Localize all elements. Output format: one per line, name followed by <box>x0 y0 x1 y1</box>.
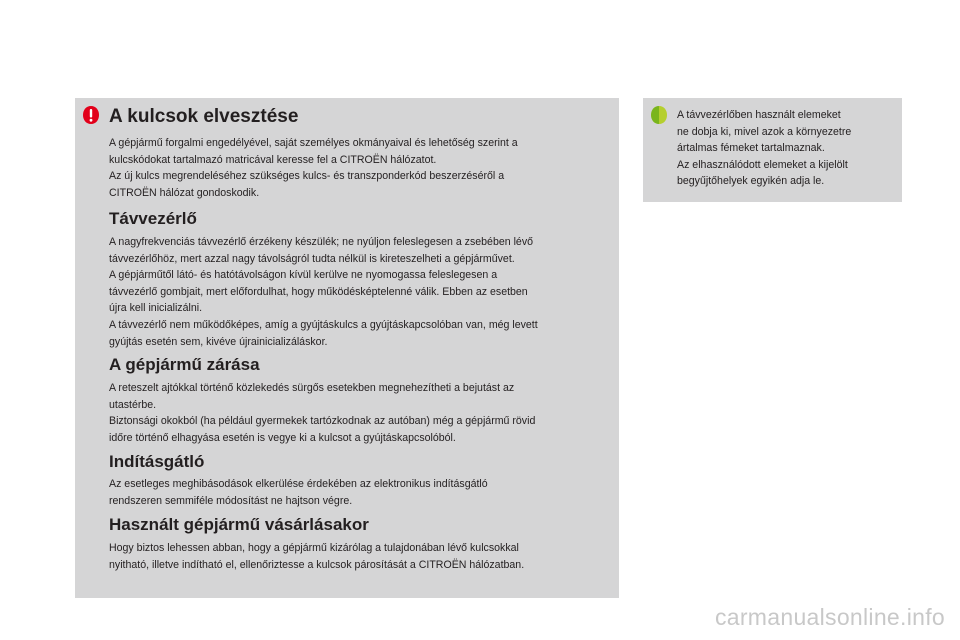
text-line: távvezérlő gombjait, mert előfordulhat, hogy működésképtelenné válik. Ebben az esetben <box>109 285 528 298</box>
text-line: gyújtás esetén sem, kivéve újrainicializáláskor. <box>109 335 328 348</box>
section-title-used-vehicle: Használt gépjármű vásárlásakor <box>109 515 369 534</box>
section-text-used-vehicle <box>109 540 614 573</box>
section-title-vehicle-locking: A gépjármű zárása <box>109 355 260 374</box>
warning-exclamation-icon <box>83 106 99 124</box>
text-line: újra kell inicializálni. <box>109 302 203 315</box>
text-line: Az esetleges meghibásodások elkerülése érdekében az elektronikus indításgátló <box>109 478 488 490</box>
text-line: A nagyfrekvenciás távvezérlő érzékeny készülék; ne nyúljon feleslegesen a zsebében lévő <box>109 236 534 248</box>
warning-icon-dot <box>90 119 93 122</box>
text-line: távvezérlőhöz, mert azzal nagy távolságról tudta nélkül is kireteszelheti a gépjárművet. <box>109 252 515 265</box>
text-line: A gépjármű forgalmi engedélyével, saját személyes okmányaival és lehetőség szerint a <box>109 137 518 149</box>
text-line: utastérbe. <box>109 398 157 411</box>
text-line: A távvezérlőben használt elemeket <box>677 109 841 121</box>
text-line: ártalmas fémeket tartalmaznak. <box>677 142 825 155</box>
text-line: időre történő elhagyása esetén is vegye ki a kulcsot a gyújtáskapcsolóból. <box>109 431 456 444</box>
text-line: CITROËN hálózat gondoskodik. <box>109 186 260 199</box>
section-title-remote-control: Távvezérlő <box>109 209 197 228</box>
section-title-key-loss: A kulcsok elvesztése <box>109 106 299 127</box>
section-text-key-loss <box>109 135 614 201</box>
text-line: nyitható, illetve indítható el, ellenőriztesse a kulcsok párosítását a CITROËN hálózatban. <box>109 558 525 571</box>
text-line: rendszeren semmiféle módosítást ne hajtson végre. <box>109 494 353 507</box>
environment-leaf-icon <box>651 106 667 124</box>
watermark: carmanualsonline.info <box>714 604 945 630</box>
text-line: A gépjárműtől látó- és hatótávolságon kívül kerülve ne nyomogassa feleslegesen a <box>109 269 498 282</box>
text-line: begyűjtőhelyek egyikén adja le. <box>677 175 825 188</box>
eco-icon-right-half <box>659 106 667 124</box>
text-line: Biztonsági okokból (ha például gyermekek tartózkodnak az autóban) még a gépjármű rövid <box>109 415 536 428</box>
text-line: Az új kulcs megrendeléséhez szükséges kulcs- és transzponderkód beszerzéséről a <box>109 170 505 183</box>
section-text-vehicle-locking <box>109 380 614 446</box>
section-text-immobiliser <box>109 476 614 509</box>
section-title-immobiliser: Indításgátló <box>109 452 205 471</box>
text-line: A reteszelt ajtókkal történő közlekedés sürgős esetekben megnehezítheti a bejutást az <box>109 382 515 394</box>
text-line: ne dobja ki, mivel azok a környezetre <box>677 125 852 138</box>
eco-icon-left-half <box>651 106 659 124</box>
text-line: A távvezérlő nem működőképes, amíg a gyújtáskulcs a gyújtáskapcsolóban van, még levett <box>109 318 538 331</box>
text-line: Hogy biztos lehessen abban, hogy a gépjármű kizárólag a tulajdonában lévő kulcsokkal <box>109 542 519 554</box>
text-line: Az elhasználódott elemeket a kijelölt <box>677 158 848 171</box>
text-line: kulcskódokat tartalmazó matricával keresse fel a CITROËN hálózatot. <box>109 153 437 166</box>
eco-note-text <box>677 107 897 190</box>
section-text-remote-control <box>109 234 614 350</box>
warning-icon-bar <box>90 109 92 118</box>
